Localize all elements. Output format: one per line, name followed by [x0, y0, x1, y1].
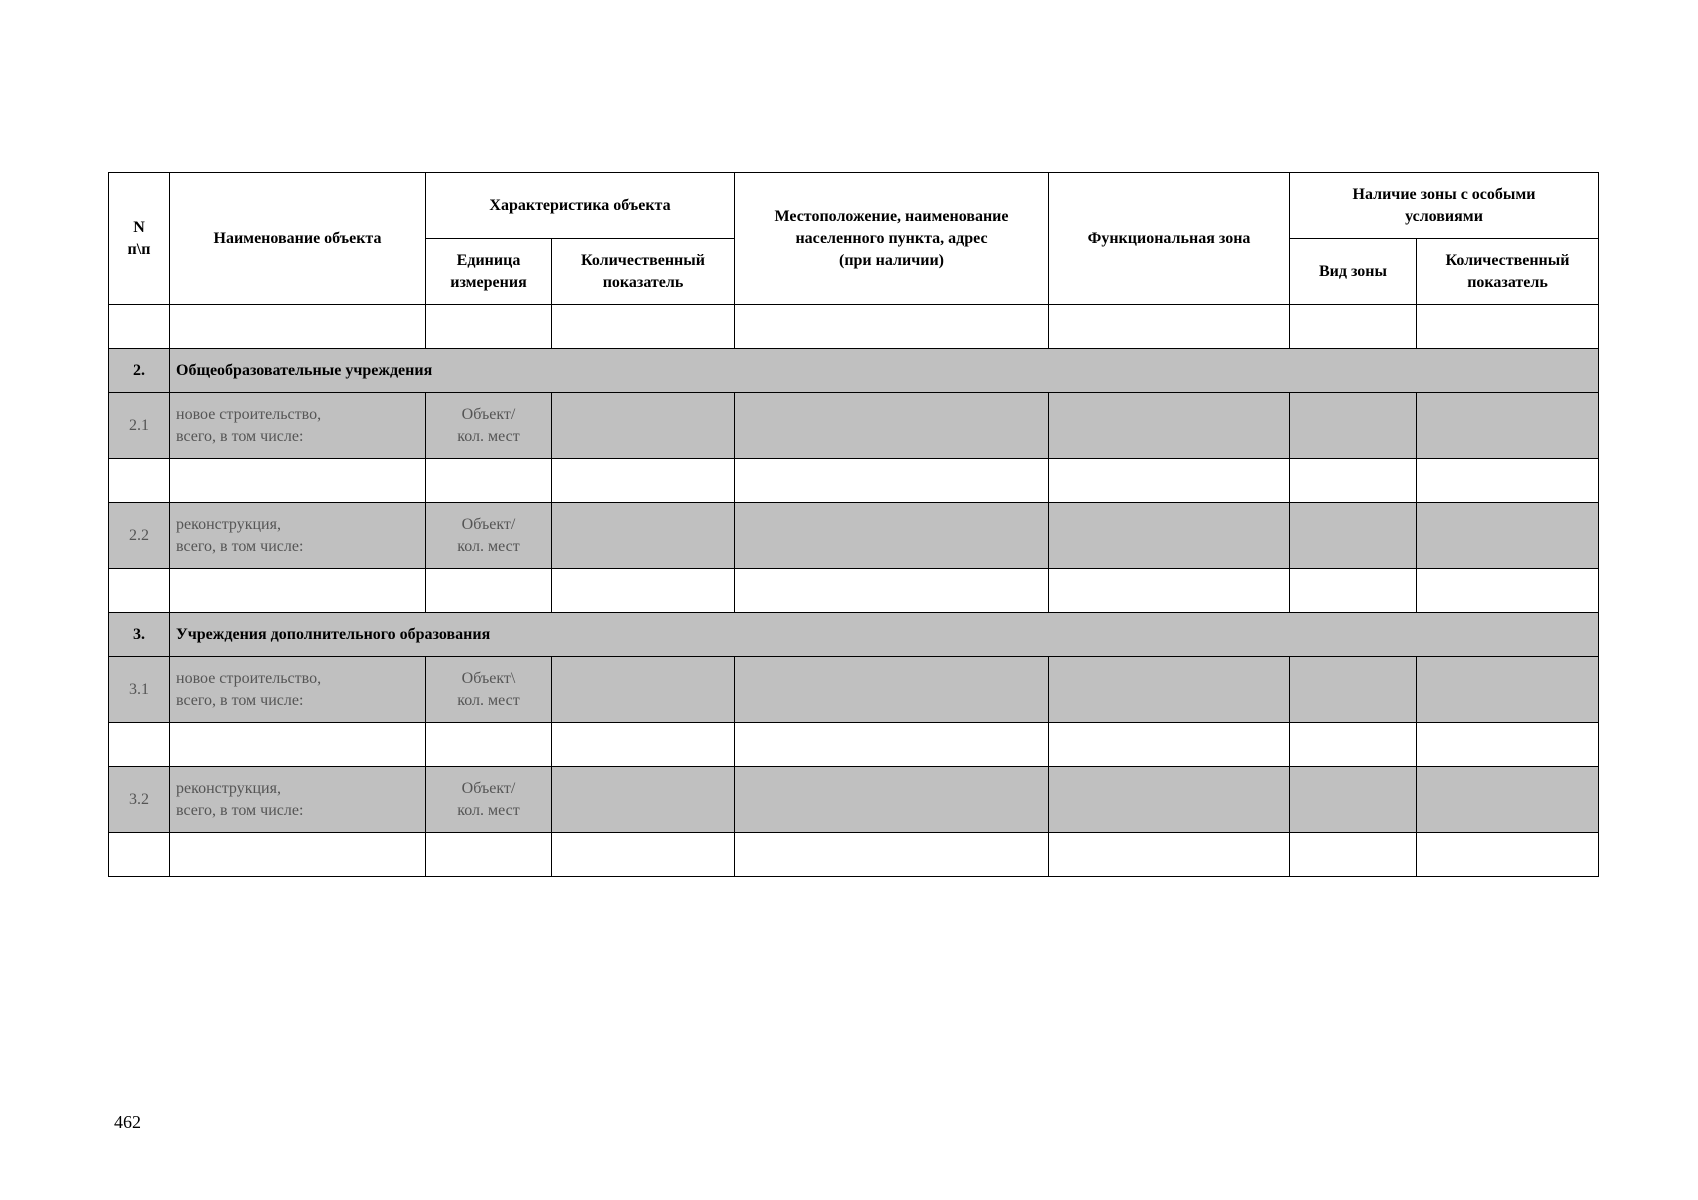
table-row-empty — [109, 723, 1599, 767]
item-name: новое строительство, всего, в том числе: — [170, 657, 426, 723]
header-location: Местоположение, наименование населенного пункта, адрес (при наличии) — [735, 173, 1049, 305]
header-quantity: Количественный показатель — [552, 239, 735, 305]
section-number: 2. — [109, 349, 170, 393]
item-number: 2.1 — [109, 393, 170, 459]
table-row — [109, 767, 1599, 833]
table-row-empty — [109, 833, 1599, 877]
section-title: Общеобразовательные учреждения — [170, 349, 1599, 393]
item-unit: Объект/ кол. мест — [426, 393, 552, 459]
table-row-empty — [109, 569, 1599, 613]
item-name: новое строительство, всего, в том числе: — [170, 393, 426, 459]
table-header-row — [109, 173, 1599, 239]
item-number: 3.1 — [109, 657, 170, 723]
header-object-name: Наименование объекта — [170, 173, 426, 305]
table-row — [109, 393, 1599, 459]
item-name: реконструкция, всего, в том числе: — [170, 503, 426, 569]
header-number: N п\п — [109, 173, 170, 305]
page-number: 462 — [114, 1112, 141, 1132]
header-zone-quantity: Количественный показатель — [1417, 239, 1599, 305]
item-unit: Объект/ кол. мест — [426, 503, 552, 569]
section-row — [109, 349, 1599, 393]
table-row — [109, 657, 1599, 723]
header-special-zone: Наличие зоны с особыми условиями — [1290, 173, 1599, 239]
header-unit: Единица измерения — [426, 239, 552, 305]
header-functional-zone: Функциональная зона — [1049, 173, 1290, 305]
header-zone-type: Вид зоны — [1290, 239, 1417, 305]
item-number: 2.2 — [109, 503, 170, 569]
table-row — [109, 503, 1599, 569]
section-number: 3. — [109, 613, 170, 657]
section-row — [109, 613, 1599, 657]
table-row-empty — [109, 305, 1599, 349]
item-name: реконструкция, всего, в том числе: — [170, 767, 426, 833]
item-unit: Объект\ кол. мест — [426, 657, 552, 723]
table-row-empty — [109, 459, 1599, 503]
item-unit: Объект/ кол. мест — [426, 767, 552, 833]
section-title: Учреждения дополнительного образования — [170, 613, 1599, 657]
objects-table — [108, 172, 1599, 877]
header-object-characteristic: Характеристика объекта — [426, 173, 735, 239]
item-number: 3.2 — [109, 767, 170, 833]
